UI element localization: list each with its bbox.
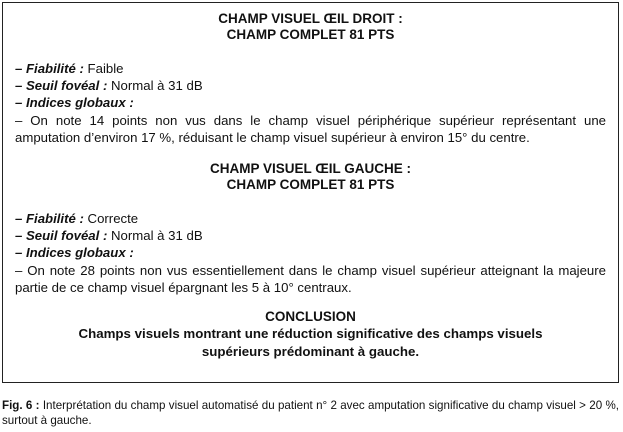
figure-label: Fig. 6 : [2, 399, 40, 412]
conclusion-section [15, 308, 606, 360]
right-eye-section [15, 60, 606, 146]
figure-caption-text: Interprétation du champ visuel automatisé du patient n° 2 avec amputation significative du champ visuel > 20 %, surtout à gauche. [2, 399, 619, 427]
indices-label: – Indices globaux : [15, 95, 134, 111]
seuil-label: – Seuil fovéal : [15, 228, 108, 244]
left-eye-note: – On note 28 points non vus essentiellement dans le champ visuel supérieur atteignant la majeure partie de ce champ visuel épargnant les 5 à 10° centraux. [15, 262, 606, 295]
conclusion-line-1: Champs visuels montrant une réduction significative des champs visuels [78, 326, 543, 342]
conclusion-title: CONCLUSION [265, 309, 356, 325]
right-eye-heading [15, 11, 606, 43]
seuil-value: Normal à 31 dB [107, 78, 203, 94]
fiabilite-value: Faible [83, 61, 124, 76]
seuil-label: – Seuil fovéal : [15, 78, 108, 94]
indices-label: – Indices globaux : [15, 245, 134, 261]
fiabilite-value: Correcte [83, 211, 139, 227]
seuil-value: Normal à 31 dB [107, 228, 203, 244]
right-eye-subtitle: CHAMP COMPLET 81 PTS [226, 27, 395, 42]
conclusion-line-2: supérieurs prédominant à gauche. [201, 343, 420, 359]
right-eye-seuil [15, 77, 606, 94]
report-box [2, 2, 619, 383]
left-eye-indices [15, 244, 606, 261]
left-eye-heading [15, 161, 606, 193]
fiabilite-label: – Fiabilité : [15, 211, 84, 227]
left-eye-title: CHAMP VISUEL ŒIL GAUCHE : [209, 161, 412, 177]
left-eye-seuil [15, 227, 606, 244]
right-eye-title: CHAMP VISUEL ŒIL DROIT : [218, 11, 403, 26]
left-eye-section [15, 210, 606, 296]
left-eye-fiabilite [15, 210, 606, 227]
right-eye-fiabilite [15, 60, 606, 77]
right-eye-note: – On note 14 points non vus dans le champ visuel périphérique supérieur représentant une amputation d’environ 17 %, réduisant le champ visuel supérieur à environ 15° du centre. [15, 112, 606, 145]
fiabilite-label: – Fiabilité : [15, 61, 84, 76]
left-eye-subtitle: CHAMP COMPLET 81 PTS [226, 177, 395, 193]
figure-caption [2, 398, 619, 428]
right-eye-indices [15, 94, 606, 111]
